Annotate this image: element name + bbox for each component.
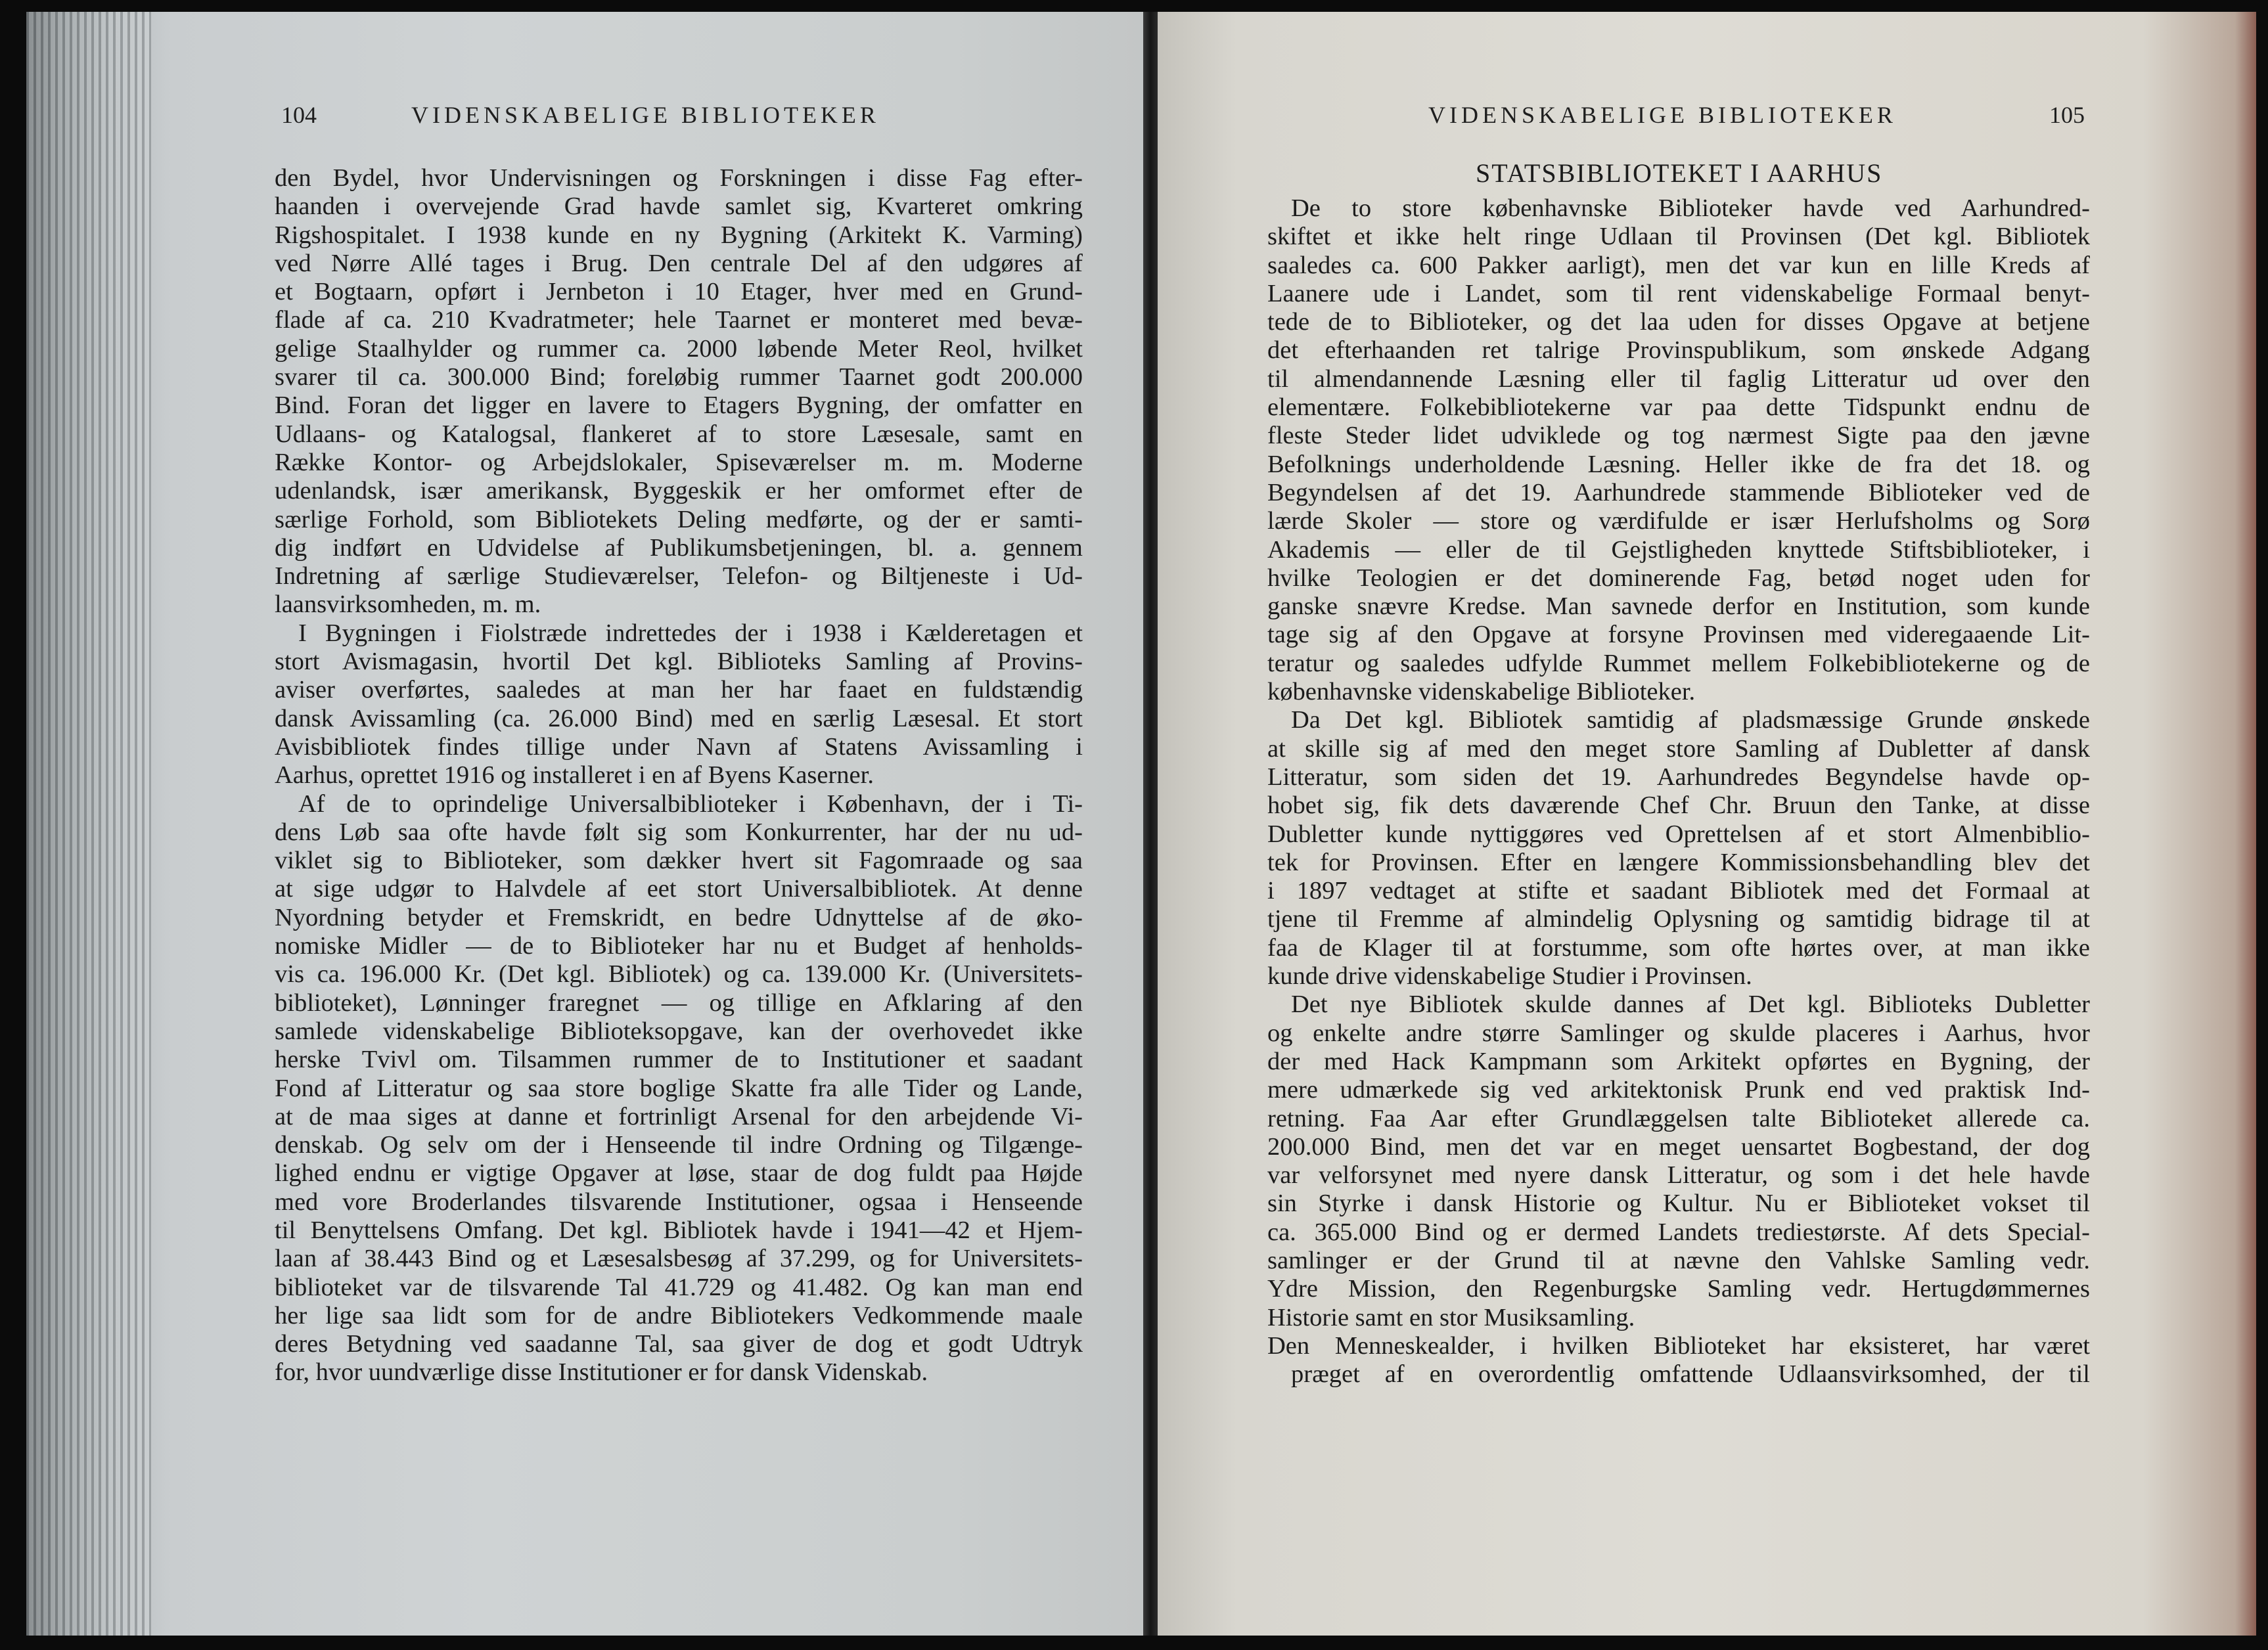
text-line: og enkelte andre større Samlinger og skulde placeres i Aarhus, hvor [1267, 1019, 2090, 1047]
text-line: hvilke Teologien er det dominerende Fag, betød noget uden for [1267, 564, 2090, 592]
text-line: stort Avismagasin, hvortil Det kgl. Biblioteks Samling af Provins- [275, 648, 1083, 676]
page-number-left: 104 [281, 102, 317, 128]
text-line: biblioteket), Lønninger fraregnet — og tillige en Afklaring af den [275, 989, 1083, 1017]
text-line: flade af ca. 210 Kvadratmeter; hele Taarnet er monteret med bevæ- [275, 306, 1083, 334]
text-line: Ydre Mission, den Regenburgske Samling vedr. Hertugdømmernes [1267, 1275, 2090, 1303]
text-line: Begyndelsen af det 19. Aarhundrede stammende Biblioteker ved de [1267, 478, 2090, 506]
right-body-text [1267, 194, 2090, 1389]
text-line: det efterhaanden ret talrige Provinspublikum, som ønskede Adgang [1267, 336, 2090, 365]
text-line: retning. Faa Aar efter Grundlæggelsen talte Biblioteket allerede ca. [1267, 1104, 2090, 1132]
text-line: med vore Broderlandes tilsvarende Institutioner, ogsaa i Henseende [275, 1188, 1083, 1216]
text-line: Laanere ude i Landet, som til rent videnskabelige Formaal benyt- [1267, 279, 2090, 307]
text-line: laan af 38.443 Bind og et Læsesalsbesøg af 37.299, og for Universitets- [275, 1245, 1083, 1273]
text-line: ca. 365.000 Bind og er dermed Landets trediestørste. Af dets Special- [1267, 1218, 2090, 1246]
text-line: Akademis — eller de til Gejstligheden knyttede Stiftsbiblioteker, i [1267, 535, 2090, 564]
text-line: skiftet et ikke helt ringe Udlaan til Provinsen (Det kgl. Bibliotek [1267, 223, 2090, 251]
text-line: særlige Forhold, som Bibliotekets Deling medførte, og der er samti- [275, 505, 1083, 533]
text-line: svarer til ca. 300.000 Bind; foreløbig rummer Taarnet godt 200.000 [275, 363, 1083, 391]
text-line: saaledes ca. 600 Pakker aarligt), men det var kun en lille Kreds af [1267, 251, 2090, 279]
text-line: vis ca. 196.000 Kr. (Det kgl. Bibliotek) og ca. 139.000 Kr. (Universitets- [275, 960, 1083, 989]
text-line: i 1897 vedtaget at stifte et saadant Bibliotek med det Formaal at [1267, 877, 2090, 905]
text-line: denskab. Og selv om der i Henseende til indre Ordning og Tilgænge- [275, 1131, 1083, 1159]
text-line: samlinger er der Grund til at nævne den Vahlske Samling vedr. [1267, 1246, 2090, 1274]
text-line: til almendannende Læsning eller til faglig Litteratur ud over den [1267, 365, 2090, 393]
text-line: De to store københavnske Biblioteker havde ved Aarhundred- [1291, 194, 2090, 222]
text-line: hobet sig, fik dets daværende Chef Chr. Bruun den Tanke, at disse [1267, 792, 2090, 820]
text-line: Af de to oprindelige Universalbiblioteker i København, der i Ti- [298, 790, 1083, 818]
text-line: der med Hack Kampmann som Arkitekt opførtes en Bygning, der [1267, 1047, 2090, 1075]
text-line: ganske snævre Kredse. Man savnede derfor en Institution, som kunde [1267, 592, 2090, 621]
text-line: at sige udgør to Halvdele af eet stort Universalbibliotek. At denne [275, 875, 1083, 903]
text-line: for, hvor uundværlige disse Institutioner er for dansk Videnskab. [275, 1358, 928, 1387]
text-line: faa de Klager til at forstumme, som ofte hørtes over, at man ikke [1267, 933, 2090, 962]
text-line: Befolknings underholdende Læsning. Heller ikke de fra det 18. og [1267, 450, 2090, 478]
text-line: Rigshospitalet. I 1938 kunde en ny Bygning (Arkitekt K. Varming) [275, 221, 1083, 249]
text-line: Nyordning betyder et Fremskridt, en bedre Udnyttelse af de øko- [275, 903, 1083, 931]
running-head-right: VIDENSKABELIGE BIBLIOTEKER [1428, 102, 1897, 128]
text-line: præget af en overordentlig omfattende Udlaansvirksomhed, der til [1291, 1360, 2090, 1389]
text-line: samlede videnskabelige Biblioteksopgave, kan der overhovedet ikke [275, 1017, 1083, 1045]
text-line: Litteratur, som siden det 19. Aarhundredes Begyndelse havde op- [1267, 763, 2090, 791]
text-line: mere udmærkede sig ved arkitektonisk Prunk end ved praktisk Ind- [1267, 1076, 2090, 1104]
text-line: at skille sig af med den meget store Samling af Dubletter af dansk [1267, 734, 2090, 763]
text-line: kunde drive videnskabelige Studier i Provinsen. [1267, 962, 1752, 991]
text-line: dig indført en Udvidelse af Publikumsbetjeningen, bl. a. gennem [275, 533, 1083, 562]
text-line: dansk Avissamling (ca. 26.000 Bind) med en særlig Læsesal. Et stort [275, 704, 1083, 732]
text-line: at de maa siges at danne et fortrinligt Arsenal for den arbejdende Vi- [275, 1102, 1083, 1130]
text-line: Bind. Foran det ligger en lavere to Etagers Bygning, der omfatter en [275, 391, 1083, 420]
text-line: 200.000 Bind, men det var en meget uensartet Bogbestand, der dog [1267, 1132, 2090, 1161]
text-line: den Bydel, hvor Undervisningen og Forskningen i disse Fag efter- [275, 164, 1083, 192]
text-line: dens Løb saa ofte havde følt sig som Konkurrenter, har der nu ud- [275, 818, 1083, 846]
text-line: Da Det kgl. Bibliotek samtidig af pladsmæssige Grunde ønskede [1291, 706, 2090, 734]
text-line: Avisbibliotek findes tillige under Navn af Statens Avissamling i [275, 732, 1083, 761]
text-line: laansvirksomheden, m. m. [275, 591, 541, 619]
text-line: biblioteket var de tilsvarende Tal 41.729 og 41.482. Og kan man end [275, 1273, 1083, 1301]
text-line: lærde Skoler — store og værdifulde er især Herlufsholms og Sorø [1267, 507, 2090, 535]
text-line: udenlandsk, især amerikansk, Byggeskik er her omformet efter de [275, 477, 1083, 505]
text-line: Det nye Bibliotek skulde dannes af Det kgl. Biblioteks Dubletter [1291, 991, 2090, 1019]
text-line: Indretning af særlige Studieværelser, Telefon- og Biltjeneste i Ud- [275, 562, 1083, 591]
text-line: Fond af Litteratur og saa store boglige Skatte fra alle Tider og Lande, [275, 1074, 1083, 1102]
text-line: et Bogtaarn, opført i Jernbeton i 10 Etager, hver med en Grund- [275, 278, 1083, 306]
text-line: viklet sig to Biblioteker, som dækker hvert sit Fagomraade og saa [275, 847, 1083, 875]
text-line: aviser overførtes, saaledes at man her har faaet en fuldstændig [275, 676, 1083, 704]
text-line: københavnske videnskabelige Biblioteker. [1267, 678, 1696, 706]
text-line: tjene til Fremme af almindelig Oplysning og samtidig bidrage til at [1267, 905, 2090, 933]
running-head-left: VIDENSKABELIGE BIBLIOTEKER [411, 102, 880, 128]
book-gutter [1143, 12, 1158, 1636]
text-line: Historie samt en stor Musiksamling. [1267, 1303, 1635, 1331]
text-line: Den Menneskealder, i hvilken Biblioteket har eksisteret, har været [1267, 1331, 2090, 1360]
right-page [1158, 12, 2256, 1636]
text-line: tek for Provinsen. Efter en længere Kommissionsbehandling blev det [1267, 848, 2090, 876]
text-line: til Benyttelsens Omfang. Det kgl. Bibliotek havde i 1941—42 et Hjem- [275, 1216, 1083, 1244]
left-body-text [275, 164, 1083, 1387]
text-line: tage sig af den Opgave at forsyne Provinsen med videregaaende Lit- [1267, 621, 2090, 649]
text-line: nomiske Midler — de to Biblioteker har nu et Budget af henholds- [275, 932, 1083, 960]
text-line: elementære. Folkebibliotekerne var paa dette Tidspunkt endnu de [1267, 393, 2090, 422]
text-line: teratur og saaledes udfylde Rummet mellem Folkebibliotekerne og de [1267, 649, 2090, 677]
text-line: deres Betydning ved saadanne Tal, saa giver de dog et godt Udtryk [275, 1330, 1083, 1358]
text-line: fleste Steder lidet udviklede og tog nærmest Sigte paa den jævne [1267, 422, 2090, 450]
text-line: gelige Staalhylder og rummer ca. 2000 løbende Meter Reol, hvilket [275, 334, 1083, 363]
text-line: herske Tvivl om. Tilsammen rummer de to Institutioner et saadant [275, 1046, 1083, 1074]
text-line: Række Kontor- og Arbejdslokaler, Spiseværelser m. m. Moderne [275, 448, 1083, 476]
section-title: STATSBIBLIOTEKET I AARHUS [1476, 158, 1883, 188]
text-line: Dubletter kunde nyttiggøres ved Oprettelsen af et stort Almenbiblio- [1267, 820, 2090, 848]
text-line: sin Styrke i dansk Historie og Kultur. Nu er Biblioteket vokset til [1267, 1190, 2090, 1218]
text-line: ved Nørre Allé tages i Brug. Den centrale Del af den udgøres af [275, 249, 1083, 277]
text-line: var velforsynet med nyere dansk Litteratur, og som i det hele havde [1267, 1161, 2090, 1190]
text-line: haanden i overvejende Grad havde samlet sig, Kvarteret omkring [275, 192, 1083, 221]
page-number-right: 105 [2049, 102, 2085, 128]
text-line: I Bygningen i Fiolstræde indrettedes der i 1938 i Kælderetagen et [298, 619, 1083, 647]
text-line: Aarhus, oprettet 1916 og installeret i en af Byens Kaserner. [275, 761, 874, 790]
text-line: tede de to Biblioteker, og det laa uden for disses Opgave at betjene [1267, 308, 2090, 336]
text-line: lighed endnu er vigtige Opgaver at løse, staar de dog fuldt paa Højde [275, 1159, 1083, 1188]
text-line: her lige saa lidt som for de andre Bibliotekers Vedkommende maale [275, 1301, 1083, 1329]
left-page [26, 12, 1143, 1636]
text-line: Udlaans- og Katalogsal, flankeret af to store Læsesale, samt en [275, 420, 1083, 448]
